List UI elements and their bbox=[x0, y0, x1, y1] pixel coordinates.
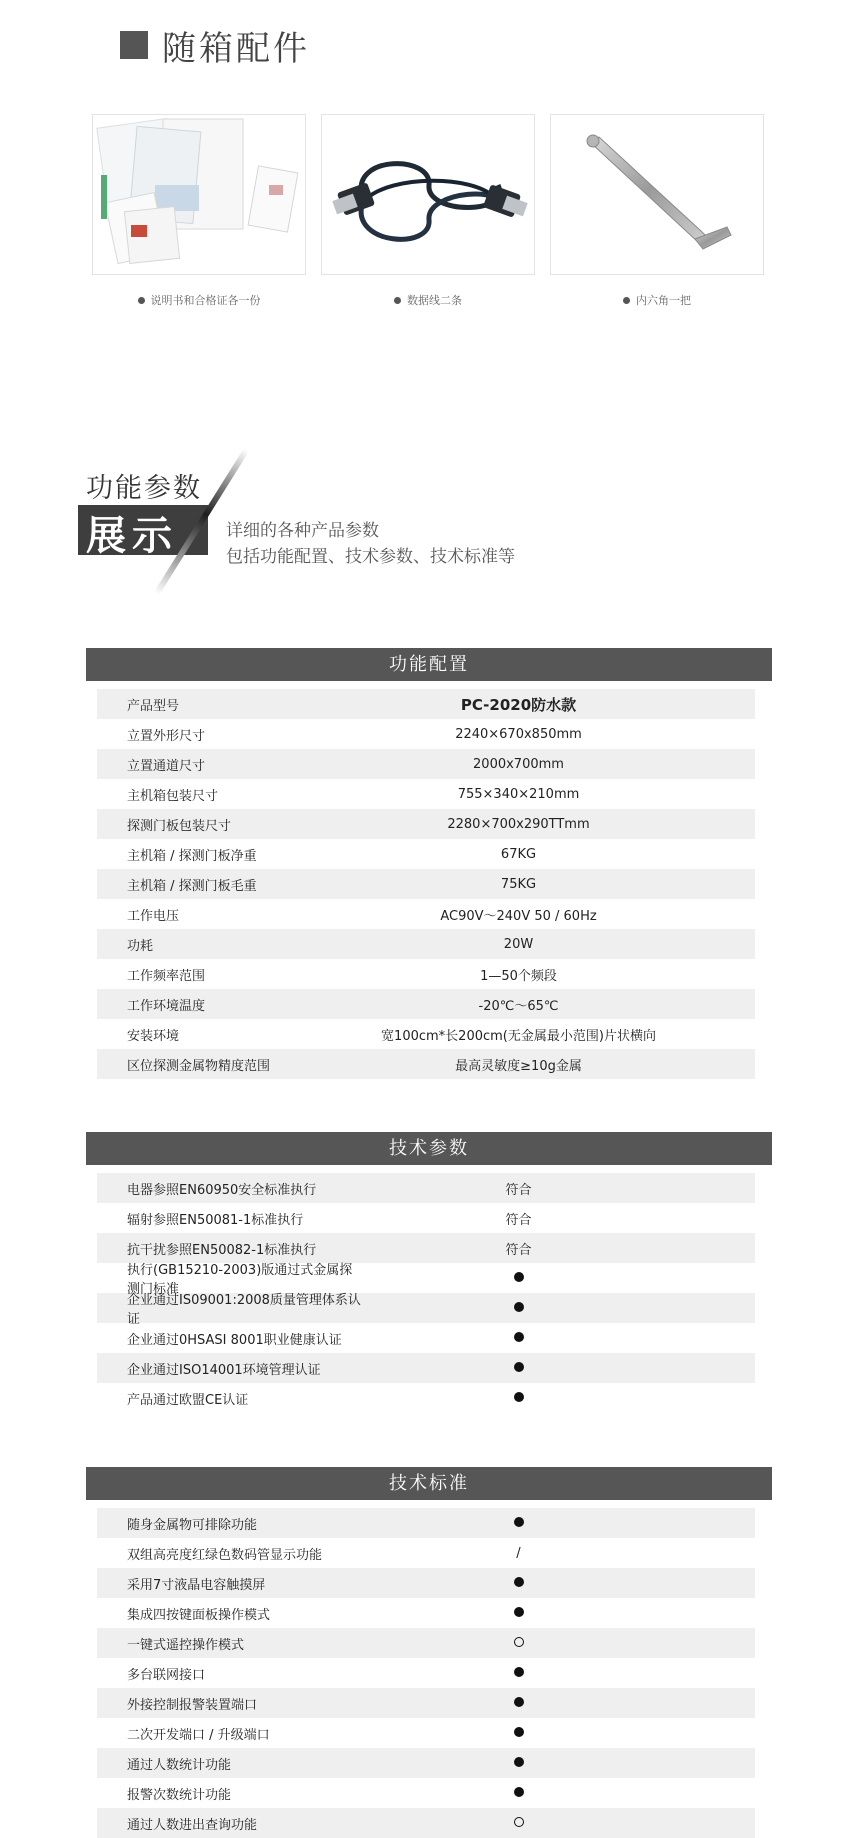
feature-heading bbox=[78, 448, 678, 618]
accessory-caption bbox=[550, 292, 764, 308]
row-value: -20℃～65℃ bbox=[478, 998, 559, 1014]
bullet-dot-icon bbox=[623, 297, 630, 304]
table-row bbox=[97, 1808, 755, 1838]
filled-circle-icon bbox=[514, 1517, 524, 1527]
row-value bbox=[362, 1636, 755, 1651]
bullet-dot-icon bbox=[394, 297, 401, 304]
accessory-caption bbox=[92, 292, 306, 308]
filled-circle-icon bbox=[514, 1697, 524, 1707]
table-row bbox=[97, 1718, 755, 1748]
open-circle-icon bbox=[514, 1637, 524, 1647]
row-label: 通过人数统计功能 bbox=[127, 1757, 232, 1773]
row-value bbox=[362, 1516, 755, 1531]
square-bullet-icon bbox=[120, 31, 148, 59]
table-row bbox=[97, 1628, 755, 1658]
row-label: 安装环境 bbox=[127, 1028, 180, 1044]
filled-circle-icon bbox=[514, 1362, 524, 1372]
row-label: 电器参照EN60950安全标准执行 bbox=[127, 1182, 317, 1198]
row-value: 2280×700x290TTmm bbox=[447, 816, 590, 832]
row-label: 企业通过IS09001:2008质量管理体系认证 bbox=[127, 1293, 361, 1327]
row-value: 75KG bbox=[500, 876, 537, 892]
row-label: 企业通过ISO14001环境管理认证 bbox=[127, 1362, 321, 1378]
row-value bbox=[362, 1576, 755, 1591]
row-value: PC-2020防水款 bbox=[460, 695, 577, 714]
tech-section bbox=[86, 1132, 772, 1413]
row-value bbox=[362, 1756, 755, 1771]
feature-small-title: 功能参数 bbox=[86, 473, 202, 504]
accessory-item-manual bbox=[92, 114, 306, 308]
accessory-item-cable bbox=[321, 114, 535, 308]
table-row bbox=[97, 779, 755, 809]
row-value bbox=[362, 1786, 755, 1801]
row-value bbox=[362, 1331, 755, 1346]
table-row bbox=[97, 719, 755, 749]
table-row bbox=[97, 689, 755, 719]
filled-circle-icon bbox=[514, 1787, 524, 1797]
table-row bbox=[97, 1293, 755, 1327]
row-label: 企业通过0HSASI 8001职业健康认证 bbox=[127, 1332, 342, 1348]
feature-description bbox=[226, 518, 515, 570]
filled-circle-icon bbox=[514, 1727, 524, 1737]
row-label: 工作频率范围 bbox=[127, 968, 206, 984]
table-row bbox=[97, 1538, 755, 1568]
accessory-caption-text: 内六角一把 bbox=[636, 294, 691, 307]
table-row bbox=[97, 839, 755, 869]
accessories-title: 随箱配件 bbox=[162, 28, 310, 69]
table-row bbox=[97, 869, 755, 899]
row-label: 辐射参照EN50081-1标准执行 bbox=[127, 1212, 304, 1228]
row-value: 2000x700mm bbox=[473, 756, 564, 772]
bullet-dot-icon bbox=[138, 297, 145, 304]
accessory-caption bbox=[321, 292, 535, 308]
data-cable-image bbox=[321, 114, 535, 275]
config-section bbox=[86, 648, 772, 1079]
row-value: 20W bbox=[503, 936, 534, 952]
row-label: 采用7寸液晶电容触摸屏 bbox=[127, 1577, 266, 1593]
table-row bbox=[97, 1019, 755, 1049]
row-label: 工作环境温度 bbox=[127, 998, 206, 1014]
row-label: 随身金属物可排除功能 bbox=[127, 1517, 258, 1533]
tech-header: 技术参数 bbox=[86, 1132, 772, 1165]
row-value: 符合 bbox=[505, 1212, 532, 1228]
feature-desc-line: 包括功能配置、技术参数、技术标准等 bbox=[226, 547, 515, 567]
row-label: 产品通过欧盟CE认证 bbox=[127, 1392, 249, 1408]
accessory-item-hexkey bbox=[550, 114, 764, 308]
table-row bbox=[97, 959, 755, 989]
table-row bbox=[97, 1598, 755, 1628]
filled-circle-icon bbox=[514, 1302, 524, 1312]
tech-table bbox=[97, 1173, 755, 1413]
feature-big-title: 展示 bbox=[86, 513, 178, 559]
table-row bbox=[97, 1049, 755, 1079]
table-row bbox=[97, 1748, 755, 1778]
row-label: 外接控制报警装置端口 bbox=[127, 1697, 258, 1713]
row-label: 工作电压 bbox=[127, 908, 180, 924]
row-value: 2240×670x850mm bbox=[455, 726, 582, 742]
standard-table bbox=[97, 1508, 755, 1838]
table-row bbox=[97, 1688, 755, 1718]
row-label: 二次开发端口 / 升级端口 bbox=[127, 1727, 270, 1743]
table-row bbox=[97, 1353, 755, 1383]
row-value: 符合 bbox=[505, 1182, 532, 1198]
row-label: 立置外形尺寸 bbox=[127, 728, 206, 744]
accessories-heading bbox=[120, 20, 310, 70]
table-row bbox=[97, 1508, 755, 1538]
table-row bbox=[97, 929, 755, 959]
accessory-caption-text: 数据线二条 bbox=[407, 294, 462, 307]
filled-circle-icon bbox=[514, 1667, 524, 1677]
row-value bbox=[362, 1816, 755, 1831]
table-row bbox=[97, 1323, 755, 1353]
row-label: 一键式遥控操作模式 bbox=[127, 1637, 245, 1653]
row-label: 主机箱 / 探测门板毛重 bbox=[127, 878, 257, 894]
row-label: 集成四按键面板操作模式 bbox=[127, 1607, 271, 1623]
table-row bbox=[97, 1568, 755, 1598]
config-header: 功能配置 bbox=[86, 648, 772, 681]
row-label: 探测门板包装尺寸 bbox=[127, 818, 232, 834]
table-row bbox=[97, 1778, 755, 1808]
row-value bbox=[362, 1361, 755, 1376]
row-value bbox=[362, 1726, 755, 1741]
row-value: AC90V～240V 50 / 60Hz bbox=[440, 908, 597, 924]
table-row bbox=[97, 1203, 755, 1233]
filled-circle-icon bbox=[514, 1757, 524, 1767]
row-value bbox=[362, 1666, 755, 1681]
row-value: 67KG bbox=[500, 846, 537, 862]
filled-circle-icon bbox=[514, 1607, 524, 1617]
table-row bbox=[97, 1383, 755, 1413]
feature-desc-line: 详细的各种产品参数 bbox=[226, 521, 379, 541]
table-row bbox=[97, 749, 755, 779]
row-label: 通过人数进出查询功能 bbox=[127, 1817, 258, 1833]
row-value bbox=[362, 1271, 755, 1286]
row-value: 宽100cm*长200cm(无金属最小范围)片状横向 bbox=[381, 1028, 656, 1044]
row-value bbox=[362, 1696, 755, 1711]
row-label: 立置通道尺寸 bbox=[127, 758, 206, 774]
row-value: 符合 bbox=[505, 1242, 532, 1258]
row-value: 最高灵敏度≥10g金属 bbox=[455, 1058, 582, 1074]
accessories-list bbox=[92, 114, 764, 314]
row-value: 755×340×210mm bbox=[457, 786, 580, 802]
table-row bbox=[97, 1173, 755, 1203]
row-value bbox=[362, 1391, 755, 1406]
row-label: 区位探测金属物精度范围 bbox=[127, 1058, 271, 1074]
filled-circle-icon bbox=[514, 1392, 524, 1402]
table-row bbox=[97, 899, 755, 929]
filled-circle-icon bbox=[514, 1577, 524, 1587]
accessory-caption-text: 说明书和合格证各一份 bbox=[150, 294, 261, 307]
row-label: 双组高亮度红绿色数码管显示功能 bbox=[127, 1547, 323, 1563]
standard-section bbox=[86, 1467, 772, 1838]
table-row bbox=[97, 1658, 755, 1688]
table-row bbox=[97, 809, 755, 839]
row-label: 抗干扰参照EN50082-1标准执行 bbox=[127, 1242, 317, 1258]
open-circle-icon bbox=[514, 1817, 524, 1827]
row-label: 主机箱 / 探测门板净重 bbox=[127, 848, 257, 864]
config-table bbox=[97, 689, 755, 1079]
row-label: 产品型号 bbox=[127, 698, 180, 714]
row-label: 多台联网接口 bbox=[127, 1667, 206, 1683]
row-value: / bbox=[516, 1545, 521, 1561]
manual-and-certificate-image bbox=[92, 114, 306, 275]
table-row bbox=[97, 989, 755, 1019]
row-label: 报警次数统计功能 bbox=[127, 1787, 232, 1803]
row-value bbox=[362, 1301, 755, 1316]
row-label: 主机箱包装尺寸 bbox=[127, 788, 219, 804]
standard-header: 技术标准 bbox=[86, 1467, 772, 1500]
row-value: 1—50个频段 bbox=[480, 968, 557, 984]
filled-circle-icon bbox=[514, 1272, 524, 1282]
hex-key-image bbox=[550, 114, 764, 275]
row-label: 功耗 bbox=[127, 938, 154, 954]
row-value bbox=[362, 1606, 755, 1621]
filled-circle-icon bbox=[514, 1332, 524, 1342]
row-label: 执行(GB15210-2003)版通过式金属探测门标准 bbox=[127, 1263, 353, 1297]
